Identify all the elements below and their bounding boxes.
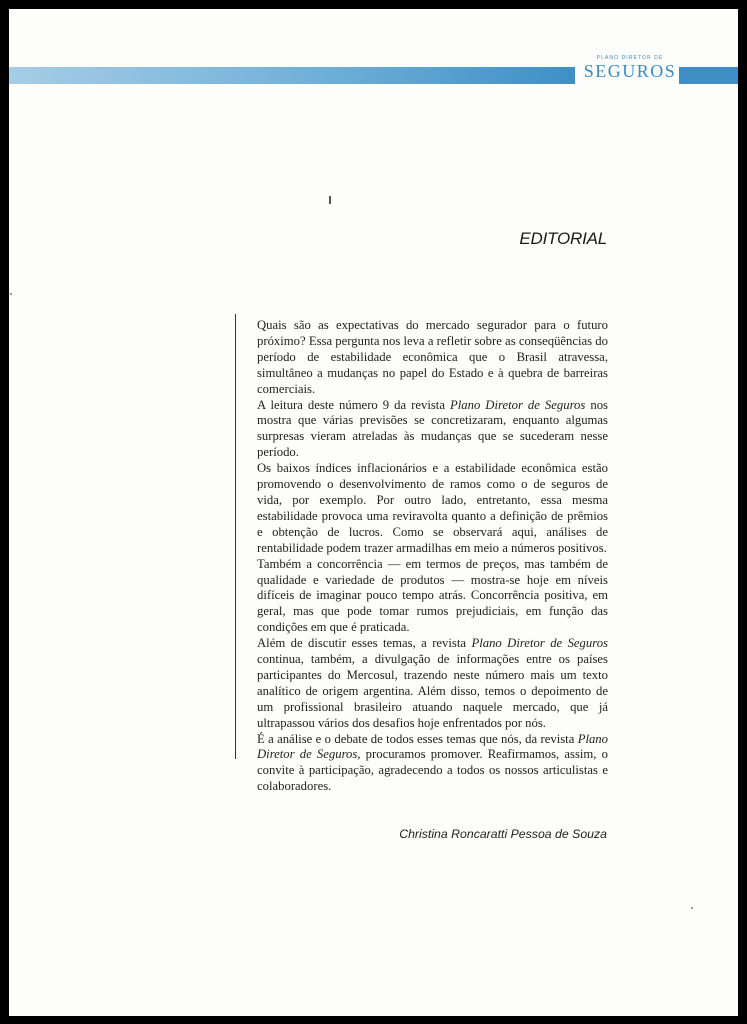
logo-subtitle: PLANO DIRETOR DE xyxy=(596,55,664,61)
paragraph-text: A leitura deste número 9 da revista xyxy=(257,397,450,412)
scan-speck xyxy=(691,907,693,909)
magazine-title-italic: Plano Diretor de Seguros xyxy=(471,636,608,651)
editorial-paragraph xyxy=(257,636,608,731)
header-color-band xyxy=(9,67,575,84)
editorial-paragraph xyxy=(257,732,608,796)
scan-speck xyxy=(10,293,12,295)
editorial-body xyxy=(257,318,608,795)
editorial-paragraph xyxy=(257,461,608,556)
paragraph-text: Os baixos índices inflacionários e a estabilidade econômica estão promovendo o desenvolvimento de ramos como o de seguros de vida, por exemplo. Por outro lado, entretanto, essa mesma estabilidade provoca uma reviravolta quanto a definição de prêmios e obtenção de lucros. Como se observará aqui, análises de rentabilidade podem trazer armadilhas em meio a números positivos. xyxy=(257,461,608,555)
editorial-paragraph xyxy=(257,398,608,462)
editorial-paragraph xyxy=(257,318,608,398)
paragraph-text: Também a concorrência — em termos de preços, mas também de qualidade e variedade de produtos — mostra-se hoje em níveis difíceis de imaginar pouco tempo atrás. Concorrência positiva, em geral, mas que pode tomar rumos prejudiciais, em função das condições em que é praticada. xyxy=(257,556,608,635)
header-color-band-right xyxy=(679,67,738,84)
paragraph-text: Quais são as expectativas do mercado segurador para o futuro próximo? Essa pergunta nos leva a refletir sobre as conseqüências do período de estabilidade econômica que o Brasil atravessa, simultâneo a mudanças no papel do Estado e à quebra de barreiras comerciais. xyxy=(257,318,608,396)
magazine-title-italic: Plano Diretor de Seguros xyxy=(449,397,586,412)
print-speck xyxy=(329,196,331,204)
magazine-page xyxy=(9,9,738,1016)
vertical-rule xyxy=(235,314,236,759)
author-signature: Christina Roncaratti Pessoa de Souza xyxy=(399,827,607,841)
paragraph-text: É a análise e o debate de todos esses temas que nós, da revista xyxy=(257,731,578,746)
paragraph-text: , procuramos promover. Reafirmamos, assim, o convite à participação, agradecendo a todos os nossos articulistas e colaboradores. xyxy=(257,747,608,794)
logo-wordmark: SEGUROS xyxy=(583,61,677,81)
paragraph-text: continua, também, a divulgação de informações entre os países participantes do Mercosul, trazendo neste número mais um texto analítico de origem argentina. Além disso, temos o depoimento de um profissional brasileiro atuando naquele mercado, que já ultrapassou vários dos desafios hoje enfrentados por nós. xyxy=(257,652,608,730)
magazine-title-italic: Plano Diretor de Seguros xyxy=(257,731,608,762)
paragraph-text: nos mostra que várias previsões se concretizaram, enquanto algumas surpresas vieram atreladas às mudanças que se sucederam nesse período. xyxy=(257,397,608,460)
plano-diretor-seguros-logo xyxy=(583,55,677,81)
page-title: EDITORIAL xyxy=(519,229,607,248)
paragraph-text: Além de discutir esses temas, a revista xyxy=(257,636,472,651)
editorial-paragraph xyxy=(257,557,608,637)
